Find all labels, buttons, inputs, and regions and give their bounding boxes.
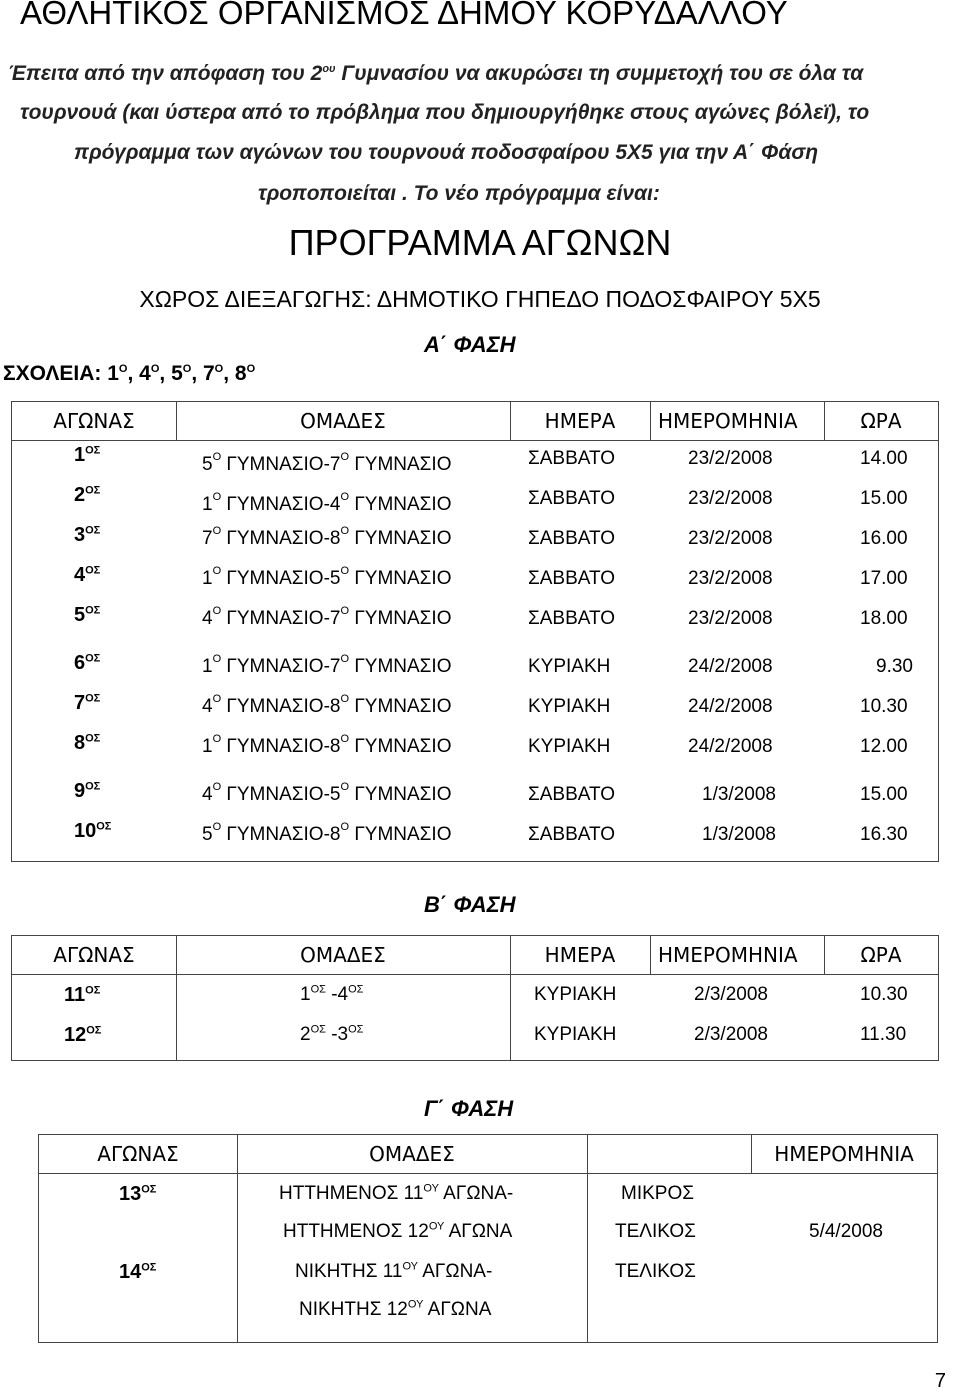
intro-line-3: πρόγραμμα των αγώνων του τουρνουά ποδοσφαίρου 5Χ5 για την Α΄ Φάση	[74, 141, 819, 164]
intro-line-2: τουρνουά (και ύστερα από το πρόβλημα που δημιουργήθηκε στους αγώνες βόλεϊ), το	[20, 101, 870, 124]
match-number: $3^{O\Sigma}$	[74, 524, 101, 546]
match-number: $10^{O\Sigma}$	[74, 820, 112, 842]
match-number: $12^{O\Sigma}$	[64, 1024, 102, 1046]
match-date: 23/2/2008	[688, 448, 773, 469]
organization-title: ΑΘΛΗΤΙΚΟΣ ΟΡΓΑΝΙΣΜΟΣ ΔΗΜΟΥ ΚΟΡΥΔΑΛΛΟΥ	[20, 0, 788, 31]
phase-c-table	[38, 1134, 938, 1343]
match-teams: $1^{O\Sigma}$ $-4^{O\Sigma}$	[300, 983, 364, 1005]
match-date: 1/3/2008	[702, 784, 776, 805]
match-time: 10.30	[860, 984, 908, 1005]
match-number: $5^{O\Sigma}$	[74, 604, 101, 626]
match-date: 24/2/2008	[688, 736, 773, 757]
match-date: 24/2/2008	[688, 696, 773, 717]
match-date: 1/3/2008	[702, 824, 776, 845]
match-date: 2/3/2008	[694, 984, 768, 1005]
match-teams: $5^O$ ΓΥΜΝΑΣΙΟ-$8^O$ ΓΥΜΝΑΣΙΟ	[202, 821, 452, 845]
match-teams: $2^{O\Sigma}$ $-3^{O\Sigma}$	[300, 1023, 364, 1045]
match-teams: $4^O$ ΓΥΜΝΑΣΙΟ-$8^O$ ΓΥΜΝΑΣΙΟ	[202, 693, 452, 717]
header-match: ΑΓΩΝΑΣ	[53, 409, 135, 433]
match-type-line2: ΤΕΛΙΚΟΣ	[615, 1221, 696, 1242]
match-time: 16.30	[860, 824, 908, 845]
header-time: ΩΡΑ	[860, 943, 902, 967]
match-day: ΣΑΒΒΑΤΟ	[528, 784, 616, 805]
match-teams: $7^O$ ΓΥΜΝΑΣΙΟ-$8^O$ ΓΥΜΝΑΣΙΟ	[202, 525, 452, 549]
match-day: ΚΥΡΙΑΚΗ	[528, 696, 611, 717]
phase-a-table	[11, 401, 939, 862]
match-number: $14^{O\Sigma}$	[119, 1261, 157, 1283]
match-number: $2^{O\Sigma}$	[74, 484, 101, 506]
match-teams: $1^O$ ΓΥΜΝΑΣΙΟ-$4^O$ ΓΥΜΝΑΣΙΟ	[202, 491, 452, 515]
match-number: $11^{O\Sigma}$	[64, 984, 101, 1006]
match-teams: $4^O$ ΓΥΜΝΑΣΙΟ-$5^O$ ΓΥΜΝΑΣΙΟ	[202, 781, 452, 805]
match-type-line1: ΤΕΛΙΚΟΣ	[615, 1261, 696, 1282]
match-teams-line2: ΗΤΤΗΜΕΝΟΣ $12^{O\Upsilon}$ ΑΓΩΝΑ	[283, 1220, 513, 1242]
match-teams-line1: ΝΙΚΗΤΗΣ $11^{O\Upsilon}$ ΑΓΩΝΑ-	[295, 1260, 493, 1282]
match-time: 16.00	[860, 528, 908, 549]
match-time: 14.00	[860, 448, 908, 469]
match-day: ΚΥΡΙΑΚΗ	[534, 1024, 617, 1045]
match-time: 12.00	[860, 736, 908, 757]
match-number: $8^{O\Sigma}$	[74, 732, 101, 754]
page-number: 7	[934, 1370, 946, 1392]
match-time: 17.00	[860, 568, 908, 589]
header-date: ΗΜΕΡΟΜΗΝΙΑ	[774, 1142, 914, 1166]
match-time: 15.00	[860, 488, 908, 509]
match-teams: $5^O$ ΓΥΜΝΑΣΙΟ-$7^O$ ΓΥΜΝΑΣΙΟ	[202, 451, 452, 475]
match-number: $4^{O\Sigma}$	[74, 564, 101, 586]
match-teams: $1^O$ ΓΥΜΝΑΣΙΟ-$5^O$ ΓΥΜΝΑΣΙΟ	[202, 565, 452, 589]
match-teams-line2: ΝΙΚΗΤΗΣ $12^{O\Upsilon}$ ΑΓΩΝΑ	[299, 1298, 492, 1320]
match-number: $9^{O\Sigma}$	[74, 780, 101, 802]
match-date: 23/2/2008	[688, 568, 773, 589]
match-date: 23/2/2008	[688, 488, 773, 509]
match-date: 2/3/2008	[694, 1024, 768, 1045]
phase-b-table	[11, 935, 939, 1061]
match-teams: $4^O$ ΓΥΜΝΑΣΙΟ-$7^O$ ΓΥΜΝΑΣΙΟ	[202, 605, 452, 629]
header-date: ΗΜΕΡΟΜΗΝΙΑ	[658, 943, 798, 967]
match-day: ΣΑΒΒΑΤΟ	[528, 528, 616, 549]
phase-c-title: Γ΄ ΦΑΣΗ	[424, 1096, 514, 1121]
match-number: $7^{O\Sigma}$	[74, 692, 101, 714]
match-time: 11.30	[860, 1024, 907, 1045]
schools-label: ΣΧΟΛΕΙΑ: $1^O$, $4^O$, $5^O$, $7^O$, $8^O$	[3, 362, 256, 385]
match-day: ΣΑΒΒΑΤΟ	[528, 824, 616, 845]
match-teams: $1^O$ ΓΥΜΝΑΣΙΟ-$8^O$ ΓΥΜΝΑΣΙΟ	[202, 733, 452, 757]
match-day: ΚΥΡΙΑΚΗ	[528, 736, 611, 757]
phase-a-title: Α΄ ΦΑΣΗ	[424, 332, 516, 357]
match-day: ΣΑΒΒΑΤΟ	[528, 448, 616, 469]
match-day: ΚΥΡΙΑΚΗ	[534, 984, 617, 1005]
venue-label: ΧΩΡΟΣ ΔΙΕΞΑΓΩΓΗΣ: ΔΗΜΟΤΙΚΟ ΓΗΠΕΔΟ ΠΟΔΟΣΦΑΙΡΟΥ 5Χ5	[139, 286, 821, 312]
match-date: 24/2/2008	[688, 656, 773, 677]
final-date: 5/4/2008	[809, 1221, 883, 1242]
header-teams: ΟΜΑΔΕΣ	[369, 1142, 455, 1166]
match-teams-line1: ΗΤΤΗΜΕΝΟΣ $11^{O\Upsilon}$ ΑΓΩΝΑ-	[279, 1182, 514, 1204]
header-teams: ΟΜΑΔΕΣ	[300, 943, 386, 967]
header-time: ΩΡΑ	[860, 409, 902, 433]
header-match: ΑΓΩΝΑΣ	[53, 943, 135, 967]
intro-line-4: τροποποιείται . Το νέο πρόγραμμα είναι:	[258, 182, 660, 205]
match-day: ΣΑΒΒΑΤΟ	[528, 488, 616, 509]
match-time: 18.00	[860, 608, 908, 629]
match-day: ΣΑΒΒΑΤΟ	[528, 568, 616, 589]
phase-b-title: Β΄ ΦΑΣΗ	[424, 892, 516, 917]
match-date: 23/2/2008	[688, 608, 773, 629]
header-day: ΗΜΕΡΑ	[544, 943, 616, 967]
match-teams: $1^O$ ΓΥΜΝΑΣΙΟ-$7^O$ ΓΥΜΝΑΣΙΟ	[202, 653, 452, 677]
match-date: 23/2/2008	[688, 528, 773, 549]
program-title: ΠΡΟΓΡΑΜΜΑ ΑΓΩΝΩΝ	[288, 222, 672, 263]
match-type-line1: ΜΙΚΡΟΣ	[621, 1183, 694, 1204]
header-match: ΑΓΩΝΑΣ	[97, 1142, 179, 1166]
match-day: ΚΥΡΙΑΚΗ	[528, 656, 611, 677]
match-number: $6^{O\Sigma}$	[74, 652, 101, 674]
intro-line-1: Έπειτα από την απόφαση του $2^{o\upsilon}$ Γυμνασίου να ακυρώσει τη συμμετοχή του σε όλα τα	[8, 62, 864, 85]
match-time: 15.00	[860, 784, 908, 805]
match-time: 9.30	[876, 656, 913, 677]
match-number: $13^{O\Sigma}$	[119, 1183, 157, 1205]
header-date: ΗΜΕΡΟΜΗΝΙΑ	[658, 409, 798, 433]
header-teams: ΟΜΑΔΕΣ	[300, 409, 386, 433]
match-time: 10.30	[860, 696, 908, 717]
match-number: $1^{O\Sigma}$	[74, 444, 101, 466]
header-day: ΗΜΕΡΑ	[544, 409, 616, 433]
match-day: ΣΑΒΒΑΤΟ	[528, 608, 616, 629]
